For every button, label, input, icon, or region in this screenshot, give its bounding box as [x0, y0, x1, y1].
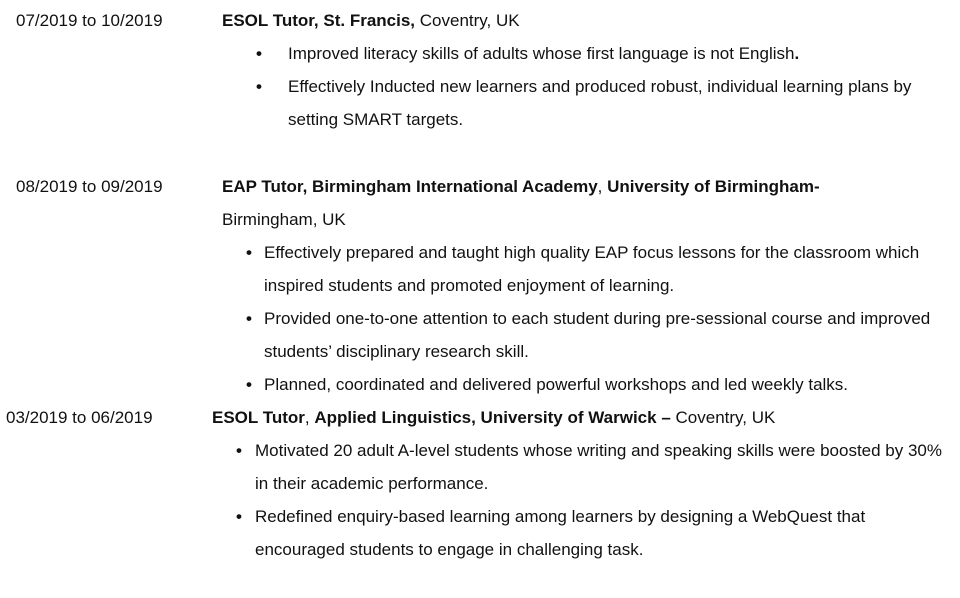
list-item — [0, 302, 960, 368]
bullet-text: Planned, coordinated and delivered powerful workshops and led weekly talks. — [264, 375, 849, 394]
bullet-icon: • — [246, 375, 252, 394]
bullet-text: Provided one-to-one attention to each student during pre-sessional course and improved students’ disciplinary research skill. — [264, 309, 931, 361]
entry-separator: , — [304, 408, 315, 427]
bullet-icon: • — [256, 77, 262, 96]
list-item — [0, 434, 960, 500]
bullet-end: . — [794, 44, 800, 63]
entry-date: 07/2019 to 10/2019 — [16, 11, 163, 30]
list-item — [0, 70, 960, 136]
entry-role: EAP Tutor, Birmingham International Academy — [222, 177, 598, 196]
entry-org: University of Birmingham- — [607, 177, 820, 196]
bullet-text: Effectively Inducted new learners and produced robust, individual learning plans by setting SMART targets. — [288, 77, 912, 129]
entry-bullet-list — [0, 434, 960, 566]
list-item — [0, 368, 960, 401]
entry-location: Coventry, UK — [415, 11, 520, 30]
bullet-icon: • — [236, 441, 242, 460]
entry-date: 03/2019 to 06/2019 — [6, 408, 153, 427]
bullet-icon: • — [256, 44, 262, 63]
entry-separator: , — [597, 177, 608, 196]
bullet-icon: • — [246, 243, 252, 262]
entry-role: ESOL Tutor — [212, 408, 305, 427]
list-item — [0, 236, 960, 302]
entry-heading — [222, 170, 820, 203]
bullet-icon: • — [236, 507, 242, 526]
entry-org: Applied Linguistics, University of Warwick – — [314, 408, 671, 427]
entry-location: Birmingham, UK — [222, 210, 346, 229]
bullet-icon: • — [246, 309, 252, 328]
entry-bullet-list — [0, 37, 960, 136]
bullet-text: Redefined enquiry-based learning among learners by designing a WebQuest that encouraged students to engage in challenging task. — [255, 507, 866, 559]
entry-heading — [222, 4, 520, 37]
entry-bullet-list — [0, 236, 960, 401]
list-item — [0, 500, 960, 566]
entry-location: Coventry, UK — [670, 408, 776, 427]
entry-date: 08/2019 to 09/2019 — [16, 177, 163, 196]
entry-role: ESOL Tutor, St. Francis, — [222, 11, 416, 30]
bullet-text: Effectively prepared and taught high quality EAP focus lessons for the classroom which inspired students and promoted enjoyment of learning. — [264, 243, 920, 295]
bullet-text: Improved literacy skills of adults whose first language is not English — [288, 44, 795, 63]
list-item — [0, 37, 960, 70]
bullet-text: Motivated 20 adult A-level students whose writing and speaking skills were boosted by 30% in their academic performance. — [255, 441, 942, 493]
entry-heading — [212, 401, 775, 434]
